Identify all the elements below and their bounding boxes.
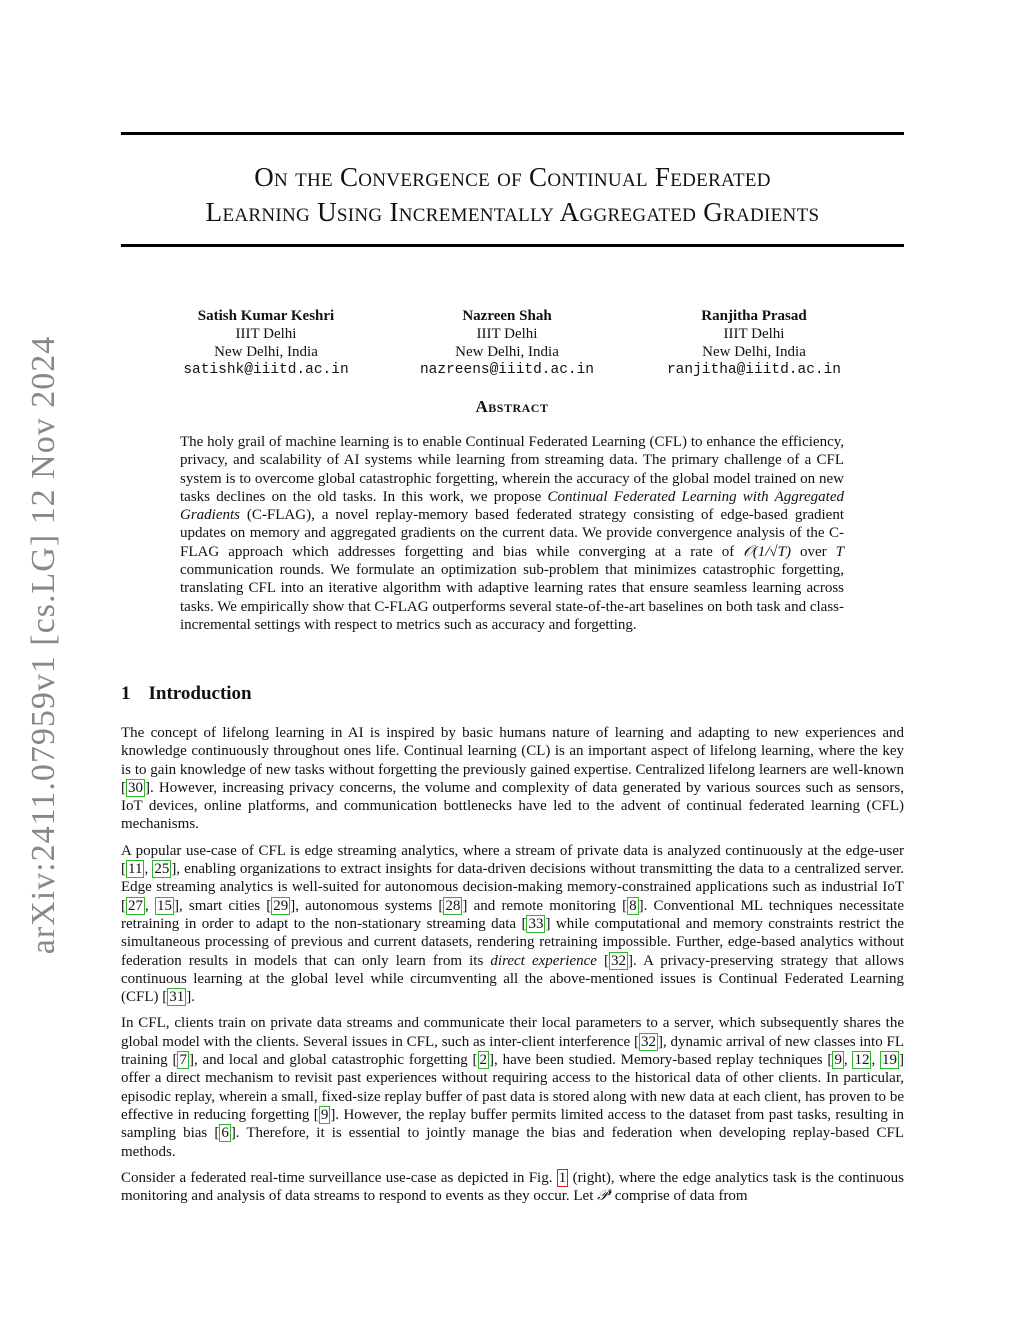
citation-link[interactable]: 15 — [156, 897, 172, 914]
author-location: New Delhi, India — [214, 344, 318, 360]
citation-link[interactable]: 29 — [273, 897, 289, 914]
section-body — [121, 724, 904, 1213]
author-location: New Delhi, India — [455, 344, 559, 360]
paragraph: The concept of lifelong learning in AI is inspired by basic humans nature of learning and adapting to new experiences and knowledge continuously throughout ones life. Continual learning (CL) is an important aspect of lifelong learning, where the key is to gain knowledge of new tasks without forgetting the previously gained expertise. Centralized lifelong learners are well-known [ 30 ]. However, increasing privacy concerns, the volume and complexity of data generated by various sources such as sensors, IoT devices, online platforms, and communication bottlenecks have led to the advent of continual federated learning (CFL) mechanisms. — [121, 725, 904, 833]
abstract-text: The holy grail of machine learning is to enable Continual Federated Learning (CFL) to enhance the efficiency, privacy, and scalability of AI systems while learning from streaming data. The primary challenge of a CFL system is to overcome global catastrophic forgetting, wherein the accuracy of the global model trained on new tasks declines on the old tasks. In this work, we propose Continual Federated Learning with Aggregated Gradients (C-FLAG), a novel replay-memory based federated strategy consisting of edge-based gradient updates on memory and aggregated gradients on the current data. We provide convergence analysis of the C-FLAG approach which addresses forgetting and bias while converging at a rate of 𝒪(1/√T) over T communication rounds. We formulate an optimization sub-problem that minimizes catastrophic forgetting, translating CFL into an iterative algorithm with adaptive learning rates that ensure seamless learning across tasks. We empirically show that C-FLAG outperforms several state-of-the-art baselines on both task and class-incremental settings with respect to metrics such as accuracy and forgetting. — [180, 434, 844, 633]
paragraph: A popular use-case of CFL is edge streaming analytics, where a stream of private data is analyzed continuously at the edge-user [ 11 , 25 ], enabling organizations to extract insights for data-driven decisions without transmitting the data to a centralized server. Edge streaming analytics is well-suited for autonomous decision-making memory-constrained applications such as industrial IoT [ 27 , 15 ], smart cities [ 29 ], autonomous systems [ 28 ] and remote monitoring [ 8 ]. Conventional ML techniques necessitate retraining in order to adapt to the non-stationary streaming data [ 33 ] while computational and memory constraints restrict the simultaneous processing of previous and current datasets, rendering retraining impossible. Further, edge-based analytics without federation results in models that can only learn from its direct experience [ 32 ]. A privacy-preserving strategy that allows continuous learning at the global level while circumventing all the above-mentioned issues is Continual Federated Learning (CFL) [ 31 ]. — [121, 842, 905, 1006]
section-heading — [121, 683, 252, 705]
author-block — [146, 307, 386, 379]
figure-reference-link[interactable]: 1 — [558, 1169, 567, 1186]
section-number: 1 — [121, 683, 131, 704]
author-affiliation: IIIT Delhi — [476, 326, 538, 342]
title-top-rule — [121, 132, 904, 135]
author-affiliation: IIIT Delhi — [723, 326, 785, 342]
author-affiliation: IIIT Delhi — [235, 326, 297, 342]
citation-link[interactable]: 9 — [834, 1052, 842, 1069]
abstract-heading: Abstract — [475, 397, 549, 416]
author-name: Nazreen Shah — [462, 308, 552, 324]
emphasis: direct experience — [490, 952, 597, 969]
math-expression: T — [835, 543, 844, 560]
citation-link[interactable]: 11 — [128, 861, 143, 878]
paper-title-line-1: On the Convergence of Continual Federated — [254, 162, 771, 192]
paragraph: Consider a federated real-time surveillance use-case as depicted in Fig. 1 (right), where the edge analytics task is the continuous monitoring and analysis of data streams to respond to events as they occur. Let 𝒫ⁱ comprise of data from — [121, 1169, 904, 1205]
citation-link[interactable]: 32 — [640, 1033, 656, 1050]
math-expression: 𝒪(1/√T) — [743, 543, 791, 560]
author-block — [634, 307, 874, 379]
paragraph: In CFL, clients train on private data streams and communicate their local parameters to a server, which subsequently shares the global model with the clients. Several issues in CFL, such as inter-client interference [ 32 ], dynamic arrival of new classes into FL training [ 7 ], and local and global catastrophic forgetting [ 2 ], have been studied. Memory-based replay techniques [ 9 , 12 , 19 ] offer a direct mechanism to revisit past experiences without requiring access to the historical data of other clients. In particular, episodic replay, wherein a small, fixed-size replay buffer of past data is stored along with new data at each client, has proven to be effective in reducing forgetting [ 9 ]. However, the replay buffer permits limited access to the dataset from past tasks, resulting in sampling bias [ 6 ]. Therefore, it is essential to jointly manage the bias and federation when developing replay-based CFL methods. — [121, 1015, 905, 1160]
author-name: Ranjitha Prasad — [701, 308, 807, 324]
citation-link[interactable]: 19 — [882, 1052, 898, 1069]
citation-link[interactable]: 25 — [154, 861, 170, 878]
citation-link[interactable]: 2 — [479, 1052, 488, 1069]
paper-title-line-2: Learning Using Incrementally Aggregated Gradients — [205, 197, 820, 227]
section-title: Introduction — [148, 683, 252, 704]
title-bottom-rule — [121, 244, 904, 247]
citation-link[interactable]: 9 — [320, 1106, 329, 1123]
citation-link[interactable]: 31 — [169, 989, 185, 1006]
citation-link[interactable]: 33 — [528, 915, 544, 932]
citation-link[interactable]: 7 — [179, 1052, 187, 1069]
author-location: New Delhi, India — [702, 344, 806, 360]
author-block — [387, 307, 627, 379]
author-email[interactable]: nazreens@iiitd.ac.in — [419, 362, 595, 378]
citation-link[interactable]: 8 — [629, 897, 637, 914]
citation-link[interactable]: 32 — [611, 952, 627, 969]
citation-link[interactable]: 6 — [221, 1125, 229, 1142]
citation-link[interactable]: 30 — [128, 779, 143, 796]
author-email[interactable]: ranjitha@iiitd.ac.in — [666, 362, 842, 378]
author-email[interactable]: satishk@iiitd.ac.in — [183, 362, 349, 378]
citation-link[interactable]: 12 — [854, 1052, 870, 1069]
author-name: Satish Kumar Keshri — [197, 308, 335, 324]
math-expression: 𝒫ⁱ — [597, 1188, 611, 1205]
citation-link[interactable]: 27 — [128, 897, 143, 914]
emphasis: Continual Federated Learning with Aggregated Gradients — [180, 488, 844, 524]
citation-link[interactable]: 28 — [445, 897, 461, 914]
arxiv-identifier: arXiv:2411.07959v1 [cs.LG] 12 Nov 2024 — [25, 335, 62, 955]
